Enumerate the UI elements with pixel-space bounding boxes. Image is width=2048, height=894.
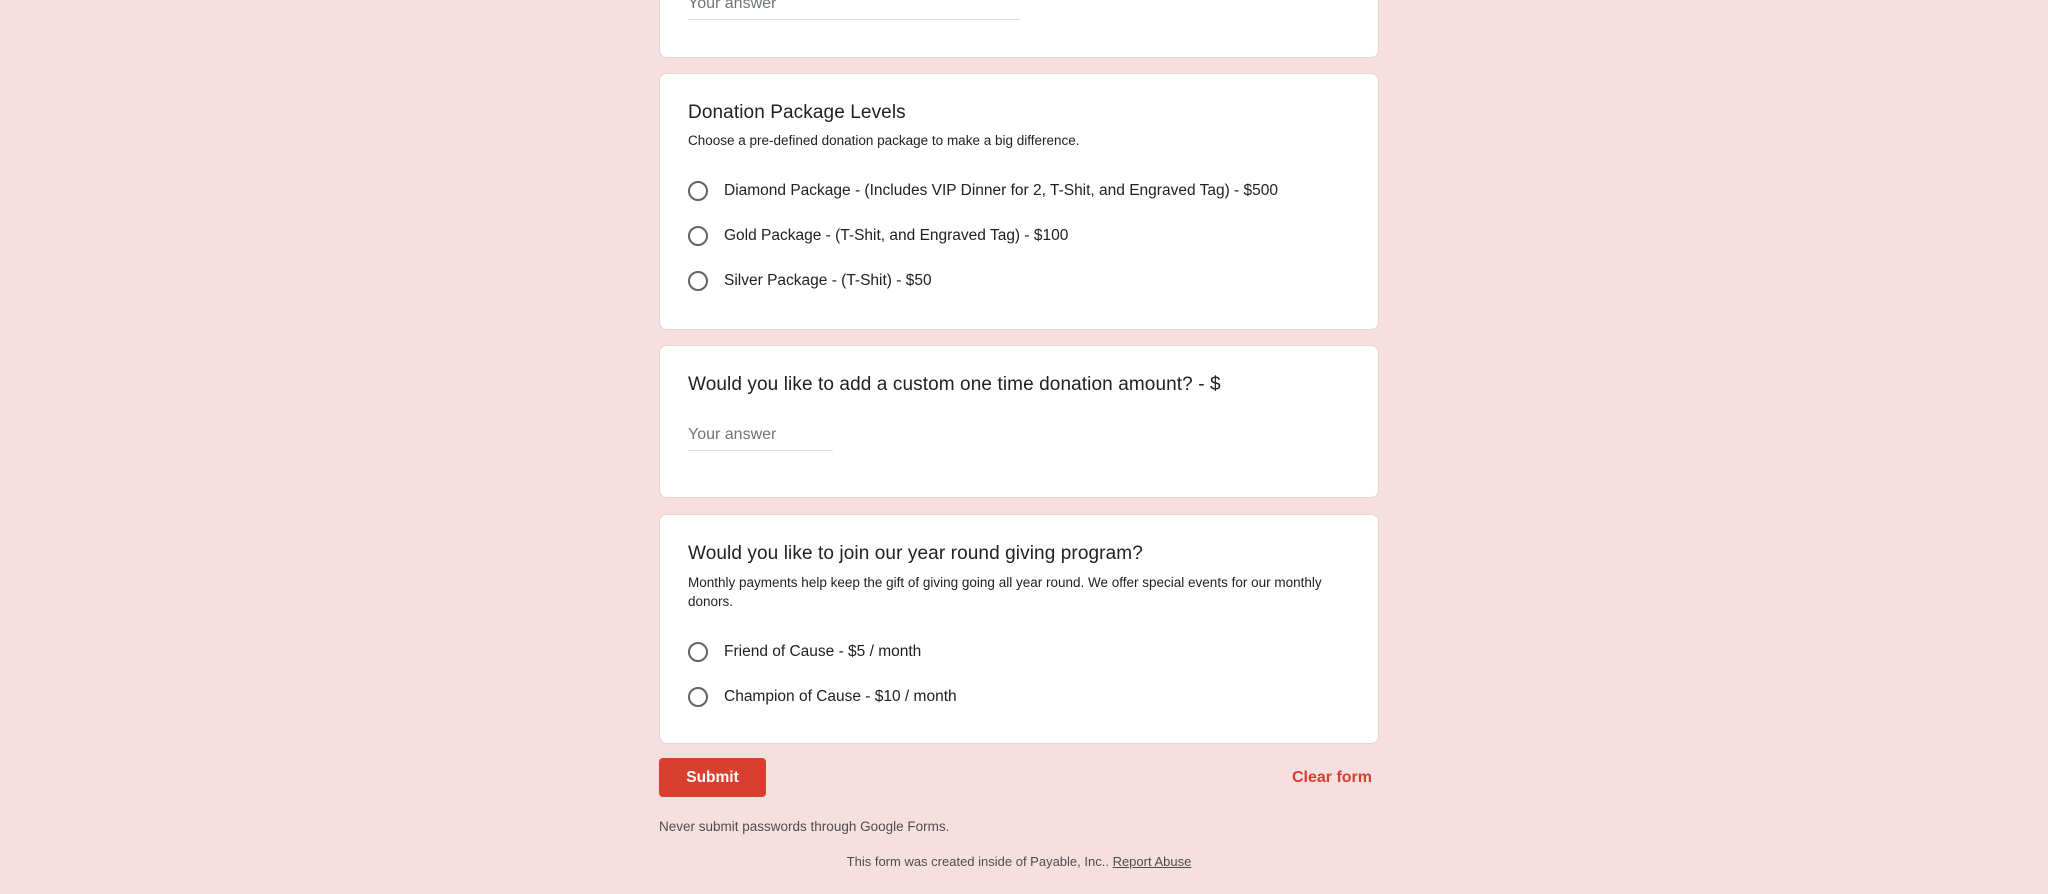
radio-option-champion[interactable] xyxy=(688,674,1350,719)
radio-circle-icon[interactable] xyxy=(688,226,708,246)
donation-packages-card xyxy=(659,73,1379,330)
radio-label: Friend of Cause - $5 / month xyxy=(724,642,922,660)
custom-amount-input[interactable] xyxy=(688,426,833,451)
question-title: Would you like to add a custom one time donation amount? - $ xyxy=(688,374,1221,395)
report-abuse-link[interactable]: Report Abuse xyxy=(1112,854,1192,869)
giving-program-card xyxy=(659,514,1379,744)
question-description: Choose a pre-defined donation package to make a big difference. xyxy=(688,133,1080,148)
radio-circle-icon[interactable] xyxy=(688,181,708,201)
radio-group-giving xyxy=(688,629,1350,719)
clear-form-button[interactable]: Clear form xyxy=(1280,758,1380,797)
radio-option-silver[interactable] xyxy=(688,258,1350,303)
custom-donation-card xyxy=(659,345,1379,498)
radio-label: Champion of Cause - $10 / month xyxy=(724,687,957,705)
radio-circle-icon[interactable] xyxy=(688,687,708,707)
footer xyxy=(659,854,1379,869)
submit-button[interactable]: Submit xyxy=(659,758,766,797)
radio-label: Diamond Package - (Includes VIP Dinner for 2, T-Shit, and Engraved Tag) - $500 xyxy=(724,181,1279,199)
password-notice: Never submit passwords through Google Forms. xyxy=(659,819,950,834)
previous-question-card xyxy=(659,0,1379,58)
radio-option-gold[interactable] xyxy=(688,213,1350,258)
radio-label: Gold Package - (T-Shit, and Engraved Tag) - $100 xyxy=(724,226,1069,244)
radio-group-packages xyxy=(688,168,1350,303)
previous-answer-input[interactable] xyxy=(688,0,1020,20)
radio-circle-icon[interactable] xyxy=(688,642,708,662)
radio-option-friend[interactable] xyxy=(688,629,1350,674)
radio-label: Silver Package - (T-Shit) - $50 xyxy=(724,271,932,289)
question-description: Monthly payments help keep the gift of giving going all year round. We offer special events for our monthly donors. xyxy=(688,575,1322,609)
footer-text: This form was created inside of Payable, Inc.. xyxy=(846,854,1113,869)
radio-circle-icon[interactable] xyxy=(688,271,708,291)
question-title: Would you like to join our year round giving program? xyxy=(688,543,1143,564)
radio-option-diamond[interactable] xyxy=(688,168,1350,213)
question-title: Donation Package Levels xyxy=(688,102,906,123)
